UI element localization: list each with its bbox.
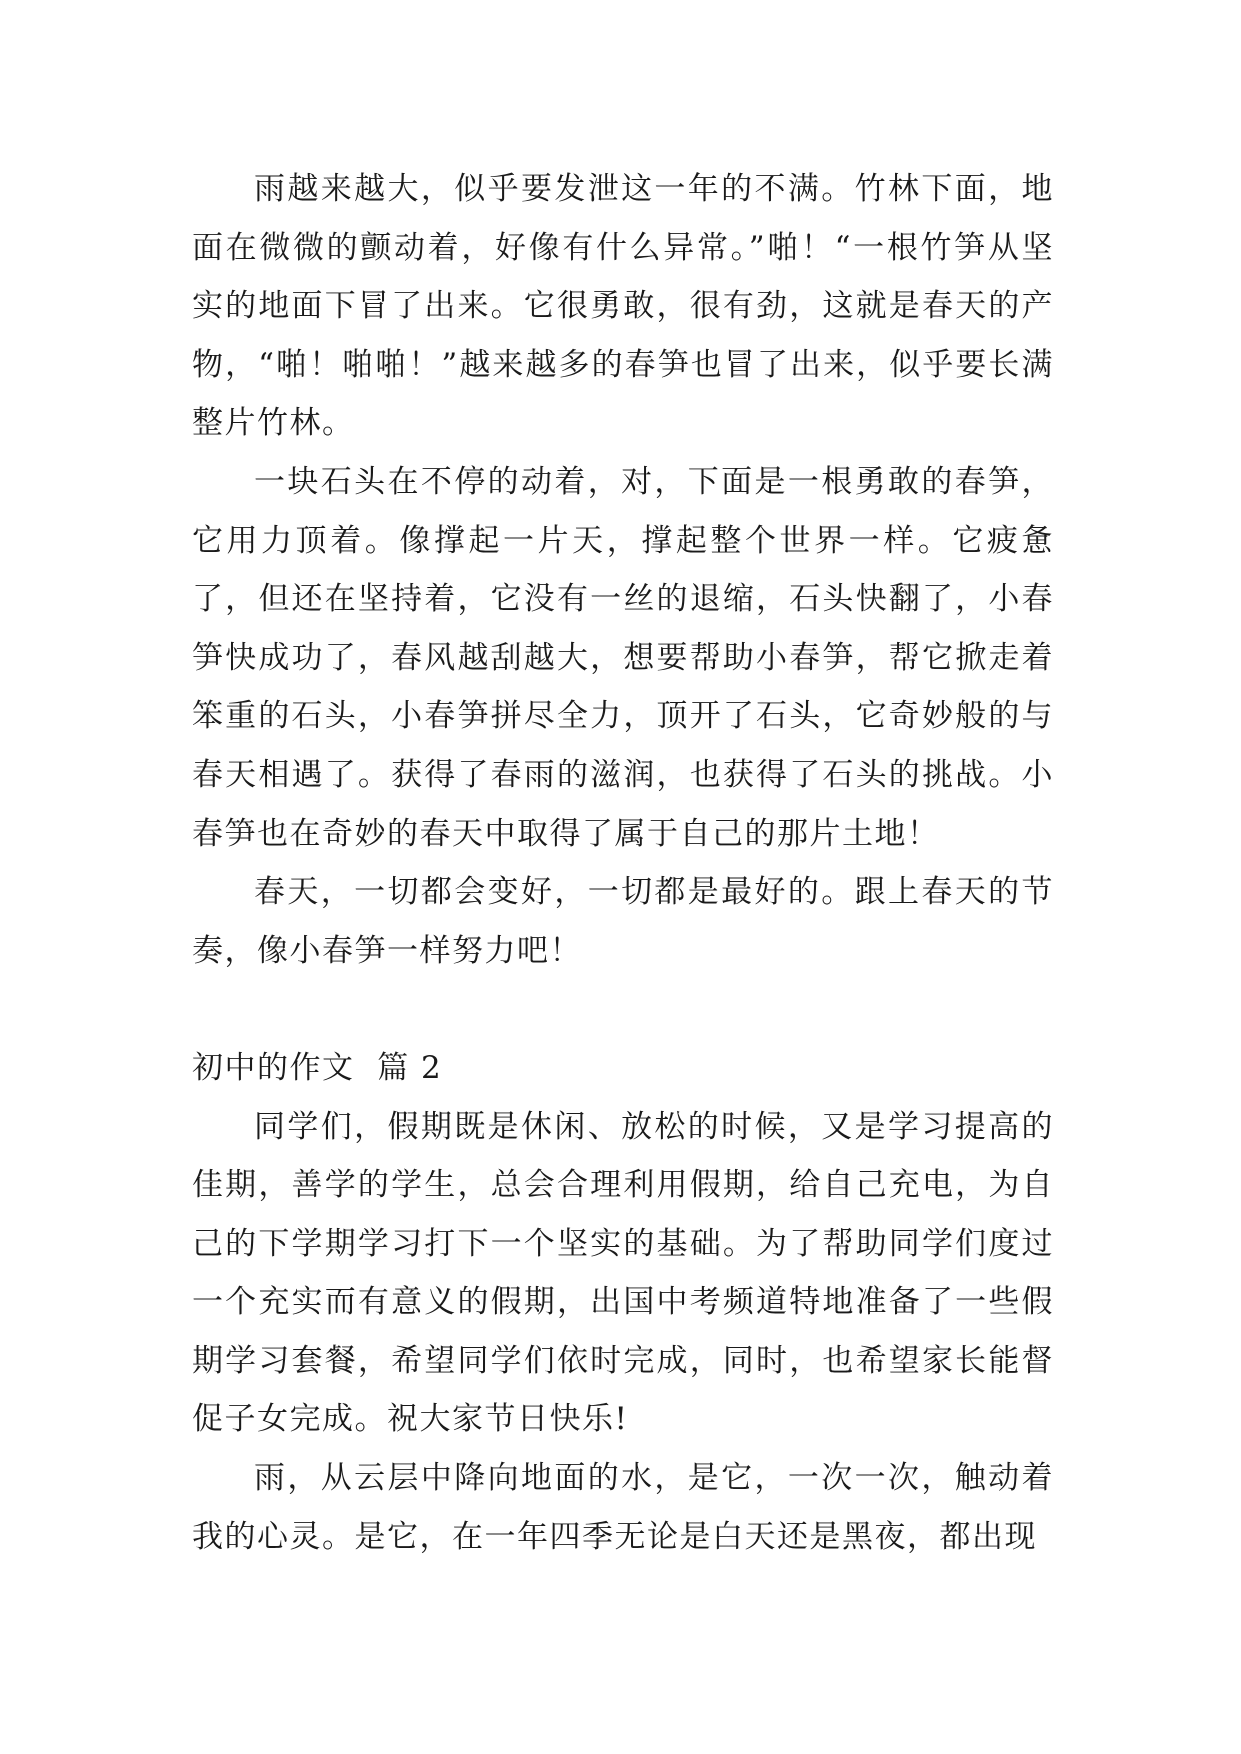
document-body — [192, 160, 1054, 1566]
paragraph-2: 一块石头在不停的动着，对，下面是一根勇敢的春笋，它用力顶着。像撑起一片天，撑起整个世界一样。它疲惫了，但还在坚持着，它没有一丝的退缩，石头快翻了，小春笋快成功了，春风越刮越大，想要帮助小春笋，帮它掀走着笨重的石头，小春笋拼尽全力，顶开了石头，它奇妙般的与春天相遇了。获得了春雨的滋润，也获得了石头的挑战。小春笋也在奇妙的春天中取得了属于自己的那片土地！ — [192, 463, 1054, 852]
paragraph-3: 春天，一切都会变好，一切都是最好的。跟上春天的节奏，像小春笋一样努力吧！ — [192, 874, 1054, 969]
paragraph-1: 雨越来越大，似乎要发泄这一年的不满。竹林下面，地面在微微的颤动着，好像有什么异常。”啪！“一根竹笋从坚实的地面下冒了出来。它很勇敢，很有劲，这就是春天的产物，“啪！啪啪！”越来越多的春笋也冒了出来，似乎要长满整片竹林。 — [192, 171, 1054, 442]
paragraph-4: 同学们，假期既是休闲、放松的时候，又是学习提高的佳期，善学的学生，总会合理利用假期，给自己充电，为自己的下学期学习打下一个坚实的基础。为了帮助同学们度过一个充实而有意义的假期，出国中考频道特地准备了一些假期学习套餐，希望同学们依时完成，同时，也希望家长能督促子女完成。祝大家节日快乐! — [192, 1108, 1054, 1438]
section-heading: 初中的作文 篇 2 — [192, 1049, 443, 1086]
paragraph-5: 雨，从云层中降向地面的水，是它，一次一次，触动着我的心灵。是它，在一年四季无论是白天还是黑夜，都出现 — [192, 1460, 1054, 1555]
